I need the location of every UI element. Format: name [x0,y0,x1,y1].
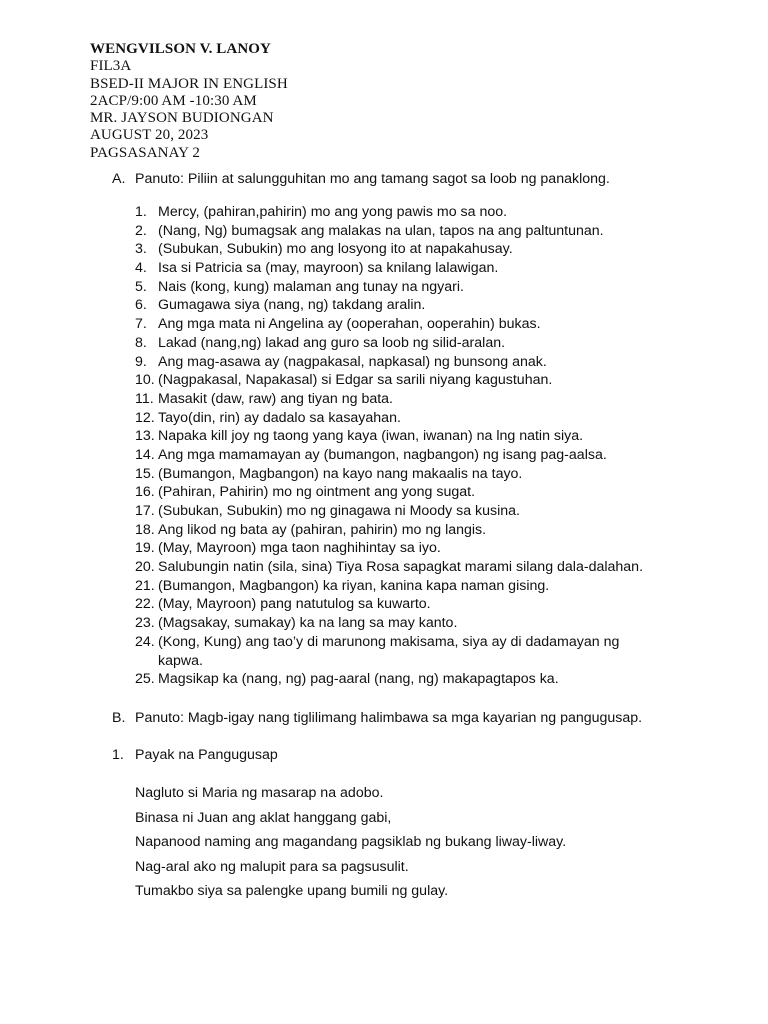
item-text: (Subukan, Subukin) mo ng ginagawa ni Moody sa kusina. [158,503,520,519]
item-number: 11. [135,390,154,407]
item-number: 24. [135,633,155,650]
subsection-title: Payak na Pangugusap [135,747,278,763]
item-text: Magsikap ka (nang, ng) pag-aaral (nang, ng) makapagtapos ka. [158,671,559,688]
program: BSED-II MAJOR IN ENGLISH [90,75,288,92]
item-text: (Magsakay, sumakay) ka na lang sa may kanto. [158,615,458,632]
submission-date: AUGUST 20, 2023 [90,127,209,144]
example-sentence: Napanood naming ang magandang pagsiklab ng bukang liway-liway. [135,834,567,851]
item-text: Ang mga mata ni Angelina ay (ooperahan, ooperahin) bukas. [158,316,541,333]
item-number: 2. [135,222,147,239]
item-text: Salubungin natin (sila, sina) Tiya Rosa sapagkat marami silang dala-dalahan. [158,559,644,576]
item-text: (May, Mayroon) mga taon naghihintay sa iyo. [158,540,441,557]
example-sentence: Binasa ni Juan ang aklat hanggang gabi, [135,809,392,826]
example-sentence: Tumakbo siya sa palengke upang bumili ng gulay. [135,883,449,900]
instructor-name: MR. JAYSON BUDIONGAN [90,110,274,127]
subsection-number: 1. [112,747,124,763]
item-text: Mercy, (pahiran,pahirin) mo ang yong pawis mo sa noo. [158,204,508,220]
item-number: 14. [135,446,155,463]
item-number: 20. [135,559,155,576]
item-number: 7. [135,316,147,333]
item-text: Ang mag-asawa ay (nagpakasal, napkasal) ng bunsong anak. [158,353,547,370]
activity-title: PAGSASANAY 2 [90,144,200,161]
item-number: 10. [135,372,155,389]
item-text: Lakad (nang,ng) lakad ang guro sa loob ng silid-aralan. [158,334,506,351]
item-text: Ang likod ng bata ay (pahiran, pahirin) mo ng langis. [158,521,487,538]
item-number: 6. [135,297,147,314]
item-text: (Nang, Ng) bumagsak ang malakas na ulan, tapos na ang paltuntunan. [158,222,604,239]
student-header [90,41,288,162]
item-number: 15. [135,465,155,482]
item-text: Napaka kill joy ng taong yang kaya (iwan, iwanan) na lng natin siya. [158,428,584,445]
section-b-heading [112,710,642,726]
item-text: (Bumangon, Magbangon) ka riyan, kanina kapa naman gising. [158,577,550,594]
item-text: (Pahiran, Pahirin) mo ng ointment ang yong sugat. [158,484,476,501]
item-number: 13. [135,428,155,445]
section-b-instruction: Panuto: Magb-igay nang tiglilimang halimbawa sa mga kayarian ng pangugusap. [135,710,643,726]
item-number: 16. [135,484,155,501]
item-number: 19. [135,540,155,557]
item-text: Ang mga mamamayan ay (bumangon, nagbangon) ng isang pag-aalsa. [158,446,607,463]
item-text: Gumagawa siya (nang, ng) takdang aralin. [158,297,426,314]
item-number: 8. [135,334,147,351]
class-schedule: 2ACP/9:00 AM -10:30 AM [90,92,257,109]
item-text: Nais (kong, kung) malaman ang tunay na ngyari. [158,278,464,295]
section-a-instruction: Panuto: Piliin at salungguhitan mo ang tamang sagot sa loob ng panaklong. [135,171,610,187]
section-a-marker: A. [112,171,126,187]
course-code: FIL3A [90,58,132,75]
section-b-marker: B. [112,710,126,726]
item-text: Isa si Patricia sa (may, mayroon) sa knilang lalawigan. [158,260,499,277]
item-text: (Bumangon, Magbangon) na kayo nang makaalis na tayo. [158,465,523,482]
item-number: 25. [135,671,155,688]
item-text: (Kong, Kung) ang tao’y di marunong makisama, siya ay di dadamayan ng kapwa. [158,633,620,669]
item-number: 18. [135,521,155,538]
student-name: WENGVILSON V. LANOY [90,41,271,57]
item-number: 21. [135,577,155,594]
item-number: 12. [135,409,155,426]
item-text: (Nagpakasal, Napakasal) si Edgar sa sarili niyang kagustuhan. [158,372,553,389]
item-number: 5. [135,278,147,295]
item-number: 22. [135,596,155,613]
example-sentence: Nagluto si Maria ng masarap na adobo. [135,785,384,801]
item-number: 3. [135,241,147,258]
item-text: Masakit (daw, raw) ang tiyan ng bata. [158,390,394,407]
section-a-heading [112,171,610,187]
item-text: (May, Mayroon) pang natutulog sa kuwarto. [158,596,431,613]
item-number: 9. [135,353,147,370]
item-text: Tayo(din, rin) ay dadalo sa kasayahan. [158,409,401,426]
item-number: 23. [135,615,155,632]
item-number: 17. [135,503,155,519]
example-sentence-list [135,784,566,907]
item-text: (Subukan, Subukin) mo ang losyong ito at napakahusay. [158,241,513,258]
item-number: 4. [135,260,147,277]
item-number: 1. [135,204,147,220]
subsection-heading [112,747,278,763]
example-sentence: Nag-aral ako ng malupit para sa pagsusulit. [135,858,409,875]
